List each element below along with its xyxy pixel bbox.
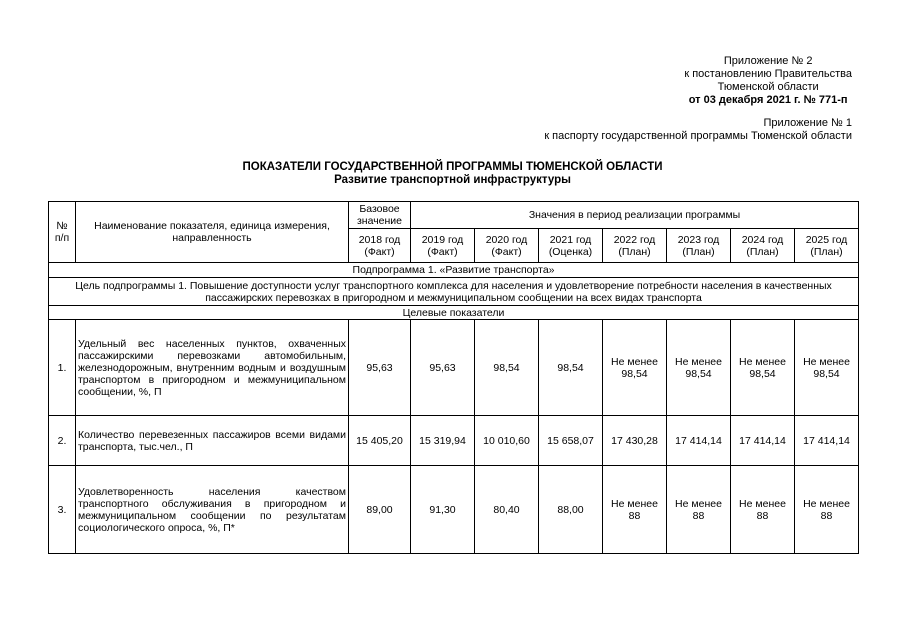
subprogram-row [49,263,859,278]
value-cell: 80,40 [475,466,539,554]
row-number: 3. [49,466,76,554]
col-period-header: Значения в период реализации программы [411,202,859,229]
value-cell: 15 658,07 [539,416,603,466]
value-cell: Не менее 88 [667,466,731,554]
appendix-2-header [684,55,852,107]
year-header: 2024 год (План) [731,229,795,263]
appendix-1-label: Приложение № 1 [763,117,852,129]
value-cell: Не менее 88 [795,466,859,554]
value-cell: 89,00 [349,466,411,554]
value-cell: 98,54 [475,320,539,416]
target-indicators-label: Целевые показатели [49,306,859,320]
indicator-name: Удельный вес населенных пунктов, охваченных пассажирскими перевозками автомобильным, железнодорожным, внутренним водным и воздушным транспортом в пригородном и межмуниципальном сообщении, %, П [78,337,346,398]
appendix-2-label: Приложение № 2 [723,55,813,67]
targets-row [49,306,859,320]
value-cell: 88,00 [539,466,603,554]
indicator-name: Количество перевезенных пассажиров всеми видами транспорта, тыс.чел., П [78,428,346,453]
value-cell: 15 319,94 [411,416,475,466]
to-resolution-label: к постановлению Правительства [684,68,852,80]
value-cell: 17 414,14 [795,416,859,466]
year-header: 2023 год (План) [667,229,731,263]
value-cell: Не менее 98,54 [795,320,859,416]
col-name-header: Наименование показателя, единица измерения, направленность [76,202,349,263]
value-cell: 17 414,14 [667,416,731,466]
value-cell: Не менее 98,54 [731,320,795,416]
document-title: ПОКАЗАТЕЛИ ГОСУДАРСТВЕННОЙ ПРОГРАММЫ ТЮМЕНСКОЙ ОБЛАСТИ [242,161,663,173]
subprogram-goal: Цель подпрограммы 1. Повышение доступности услуг транспортного комплекса для населения и удовлетворение потребности населения в качественных пассажирских перевозках в пригородном и межмуниципальном сообщении на всех видах транспорта [49,278,859,306]
appendix-1-header [544,117,852,143]
date-number-label: от 03 декабря 2021 г. № 771-п [688,94,848,106]
value-cell: 98,54 [539,320,603,416]
goal-row [49,278,859,306]
row-number: 2. [49,416,76,466]
to-passport-label: к паспорту государственной программы Тюменской области [544,130,852,142]
col-base-header: Базовое значение [349,202,411,229]
value-cell: Не менее 88 [603,466,667,554]
indicators-table [48,201,859,554]
year-header: 2019 год (Факт) [411,229,475,263]
value-cell: 95,63 [411,320,475,416]
year-header: 2020 год (Факт) [475,229,539,263]
value-cell: 91,30 [411,466,475,554]
year-header: 2021 год (Оценка) [539,229,603,263]
table-header-row [49,202,859,229]
document-subtitle: Развитие транспортной инфраструктуры [334,174,571,186]
value-cell: Не менее 88 [731,466,795,554]
region-label: Тюменской области [717,81,819,93]
value-cell: Не менее 98,54 [667,320,731,416]
value-cell: 17 414,14 [731,416,795,466]
indicator-name: Удовлетворенность населения качеством транспортного обслуживания в пригородном и межмуниципальном сообщении по результатам социологического опроса, %, П* [78,485,346,534]
table-row [49,466,859,554]
value-cell: 15 405,20 [349,416,411,466]
subprogram-title: Подпрограмма 1. «Развитие транспорта» [49,263,859,278]
table-row [49,320,859,416]
row-number: 1. [49,320,76,416]
value-cell: Не менее 98,54 [603,320,667,416]
year-header: 2018 год (Факт) [349,229,411,263]
value-cell: 10 010,60 [475,416,539,466]
col-number-header: № п/п [49,202,76,263]
year-header: 2025 год (План) [795,229,859,263]
table-row [49,416,859,466]
value-cell: 95,63 [349,320,411,416]
year-header: 2022 год (План) [603,229,667,263]
value-cell: 17 430,28 [603,416,667,466]
